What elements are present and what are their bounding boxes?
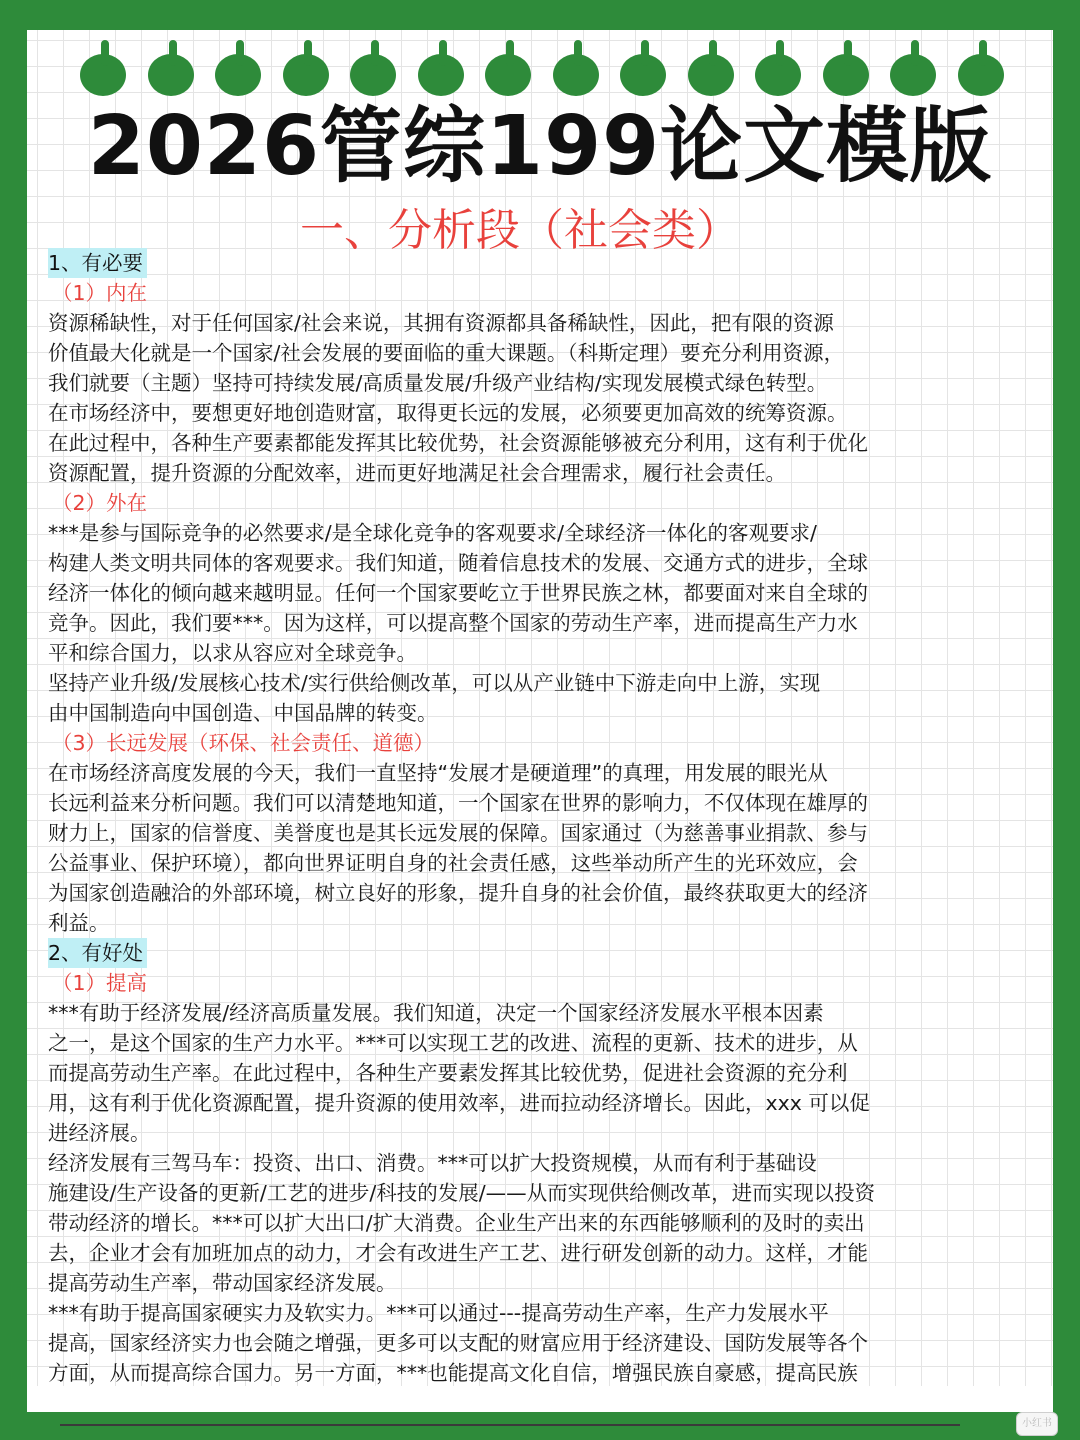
text-line: 在此过程中，各种生产要素都能发挥其比较优势，社会资源能够被充分利用，这有利于优化	[48, 431, 868, 455]
text-line: 而提高劳动生产率。在此过程中，各种生产要素发挥其比较优势，促进社会资源的充分利	[48, 1061, 848, 1085]
text-line: 经济发展有三驾马车：投资、出口、消费。***可以扩大投资规模，从而有利于基础设	[48, 1151, 817, 1175]
binder-ring-icon	[350, 40, 400, 96]
watermark-logo: 小红书	[1016, 1412, 1058, 1436]
binder-ring-icon	[620, 40, 670, 96]
binder-ring-icon	[418, 40, 468, 96]
subsection-heading: （1）内在	[52, 281, 148, 305]
binder-ring-icon	[755, 40, 805, 96]
text-line: 构建人类文明共同体的客观要求。我们知道，随着信息技术的发展、交通方式的进步，全球	[48, 551, 868, 575]
text-line: 用，这有利于优化资源配置，提升资源的使用效率，进而拉动经济增长。因此，xxx 可以促	[48, 1091, 870, 1115]
text-line: 利益。	[48, 911, 110, 935]
text-line: 公益事业、保护环境），都向世界证明自身的社会责任感，这些举动所产生的光环效应，会	[48, 851, 858, 875]
binder-ring-icon	[148, 40, 198, 96]
text-line: 去，企业才会有加班加点的动力，才会有改进生产工艺、进行研发创新的动力。这样，才能	[48, 1241, 868, 1265]
text-line: 资源稀缺性，对于任何国家/社会来说，其拥有资源都具备稀缺性，因此，把有限的资源	[48, 311, 834, 335]
section-heading: 2、有好处	[48, 938, 147, 968]
text-line: 资源配置，提升资源的分配效率，进而更好地满足社会合理需求，履行社会责任。	[48, 461, 786, 485]
binder-rings	[0, 40, 1080, 96]
text-line: 在市场经济高度发展的今天，我们一直坚持“发展才是硬道理”的真理，用发展的眼光从	[48, 761, 828, 785]
text-line: 由中国制造向中国创造、中国品牌的转变。	[48, 701, 438, 725]
text-line: ***有助于提高国家硬实力及软实力。***可以通过---提高劳动生产率，生产力发展水平	[48, 1301, 829, 1325]
subsection-heading: （1）提高	[52, 971, 148, 995]
text-line: 我们就要（主题）坚持可持续发展/高质量发展/升级产业结构/实现发展模式绿色转型。	[48, 371, 828, 395]
page-title: 2026管综199论文模版	[87, 99, 993, 194]
text-line: 带动经济的增长。***可以扩大出口/扩大消费。企业生产出来的东西能够顺利的及时的卖出	[48, 1211, 865, 1235]
binder-ring-icon	[553, 40, 603, 96]
binder-ring-icon	[958, 40, 1008, 96]
subsection-heading: （3）长远发展（环保、社会责任、道德）	[52, 731, 435, 755]
essay-template-body	[48, 248, 988, 1388]
text-line: 为国家创造融洽的外部环境，树立良好的形象，提升自身的社会价值，最终获取更大的经济	[48, 881, 868, 905]
text-line: 经济一体化的倾向越来越明显。任何一个国家要屹立于世界民族之林，都要面对来自全球的	[48, 581, 868, 605]
binder-ring-icon	[688, 40, 738, 96]
text-line: 竞争。因此，我们要***。因为这样，可以提高整个国家的劳动生产率，进而提高生产力水	[48, 611, 858, 635]
subsection-heading: （2）外在	[52, 491, 148, 515]
text-line: 提高劳动生产率，带动国家经济发展。	[48, 1271, 397, 1295]
section-heading: 1、有必要	[48, 248, 147, 278]
text-line: 进经济展。	[48, 1121, 151, 1145]
text-line: 之一，是这个国家的生产力水平。***可以实现工艺的改进、流程的更新、技术的进步，从	[48, 1031, 858, 1055]
text-line: 价值最大化就是一个国家/社会发展的要面临的重大课题。（科斯定理）要充分利用资源，	[48, 341, 845, 365]
text-line: 施建设/生产设备的更新/工艺的进步/科技的发展/——从而实现供给侧改革，进而实现以投资	[48, 1181, 876, 1205]
binder-ring-icon	[890, 40, 940, 96]
binder-ring-icon	[823, 40, 873, 96]
binder-ring-icon	[215, 40, 265, 96]
page-subtitle: 一、分析段（社会类）	[300, 205, 740, 256]
binder-ring-icon	[485, 40, 535, 96]
text-line: 长远利益来分析问题。我们可以清楚地知道，一个国家在世界的影响力，不仅体现在雄厚的	[48, 791, 868, 815]
binder-ring-icon	[283, 40, 333, 96]
text-line: ***是参与国际竞争的必然要求/是全球化竞争的客观要求/全球经济一体化的客观要求/	[48, 521, 817, 545]
paper-bottom-margin	[27, 1386, 1053, 1412]
text-line: 坚持产业升级/发展核心技术/实行供给侧改革，可以从产业链中下游走向中上游，实现	[48, 671, 821, 695]
binder-ring-icon	[80, 40, 130, 96]
text-line: ***有助于经济发展/经济高质量发展。我们知道，决定一个国家经济发展水平根本因素	[48, 1001, 824, 1025]
text-line: 提高，国家经济实力也会随之增强，更多可以支配的财富应用于经济建设、国防发展等各个	[48, 1331, 868, 1355]
text-line: 平和综合国力，以求从容应对全球竞争。	[48, 641, 417, 665]
text-line: 财力上，国家的信誉度、美誉度也是其长远发展的保障。国家通过（为慈善事业捐款、参与	[48, 821, 868, 845]
text-line: 在市场经济中，要想更好地创造财富，取得更长远的发展，必须要更加高效的统筹资源。	[48, 401, 848, 425]
bottom-divider	[60, 1424, 960, 1426]
text-line: 方面，从而提高综合国力。另一方面，***也能提高文化自信，增强民族自豪感，提高民族	[48, 1361, 858, 1385]
